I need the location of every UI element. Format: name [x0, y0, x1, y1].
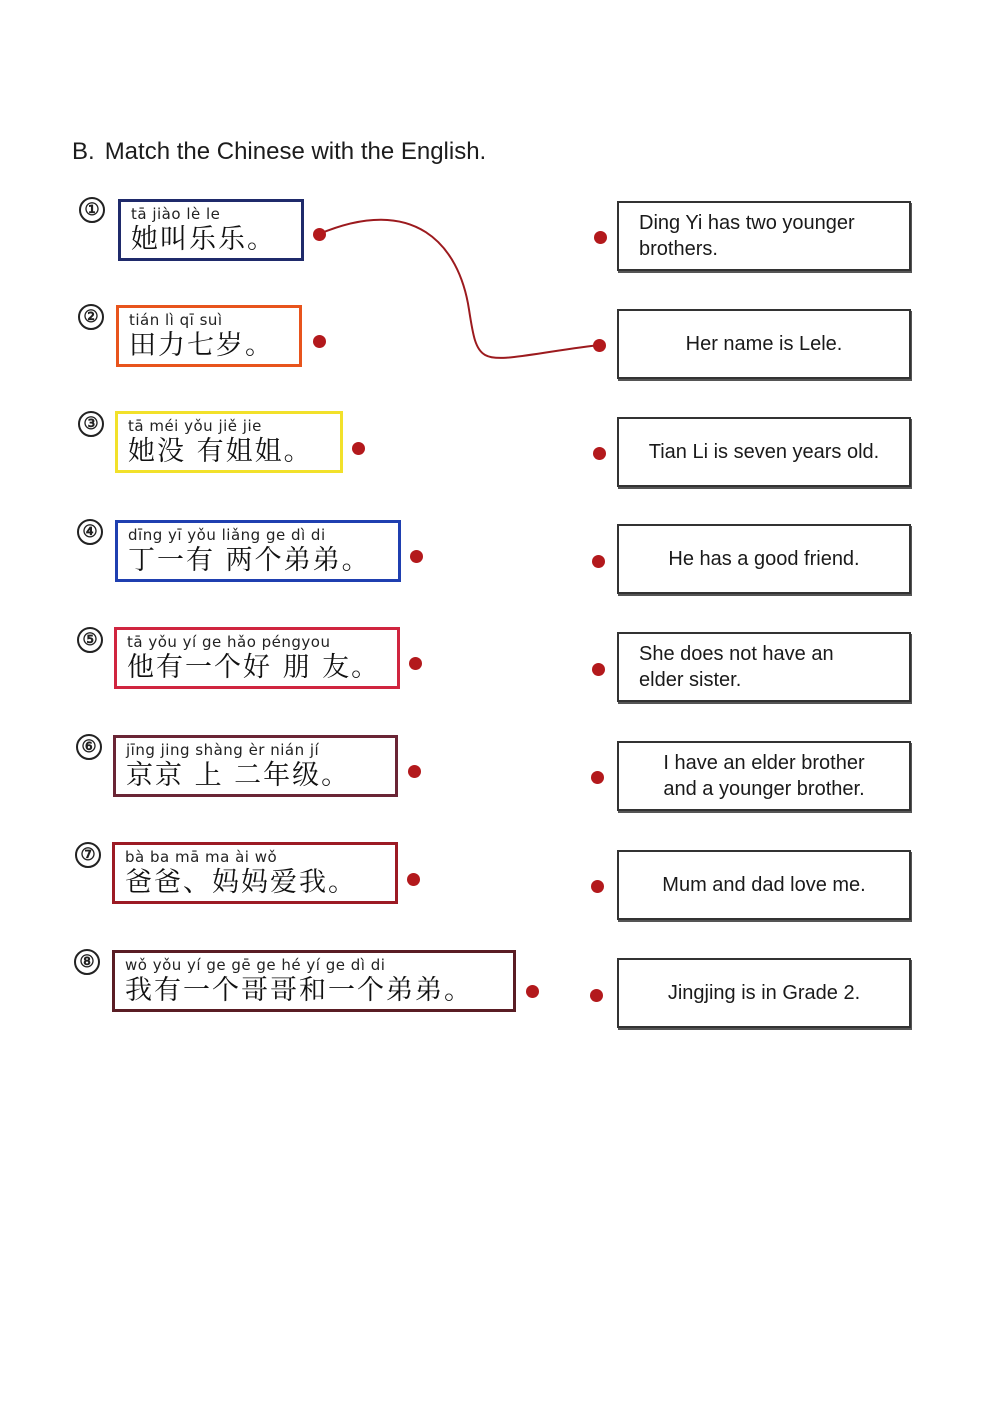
pinyin-text: bà ba mā ma ài wǒ [125, 848, 278, 866]
english-sentence-5[interactable] [617, 632, 911, 702]
pinyin-text: dīng yī yǒu liǎng ge dì di [128, 526, 326, 544]
chinese-match-dot-2[interactable] [313, 335, 326, 348]
pinyin-text: jīng jing shàng èr nián jí [126, 741, 320, 759]
chinese-match-dot-6[interactable] [408, 765, 421, 778]
english-match-dot-6[interactable] [591, 771, 604, 784]
english-sentence-6[interactable] [617, 741, 911, 811]
item-number-1: ① [79, 197, 105, 223]
english-line-2: brothers. [639, 238, 718, 260]
chinese-match-dot-4[interactable] [410, 550, 423, 563]
pinyin-text: tā yǒu yí ge hǎo péngyou [127, 633, 331, 651]
hanzi-text: 田力七岁。 [129, 330, 274, 361]
english-match-dot-4[interactable] [592, 555, 605, 568]
pinyin-text: tā jiào lè le [131, 205, 221, 223]
english-line-1: Jingjing is in Grade 2. [667, 982, 861, 1004]
hanzi-text: 她叫乐乐。 [131, 224, 276, 255]
english-match-dot-5[interactable] [592, 663, 605, 676]
english-match-dot-7[interactable] [591, 880, 604, 893]
chinese-match-dot-7[interactable] [407, 873, 420, 886]
item-number-4: ④ [77, 519, 103, 545]
chinese-sentence-6[interactable] [113, 735, 398, 797]
chinese-match-dot-1[interactable] [313, 228, 326, 241]
english-match-dot-8[interactable] [590, 989, 603, 1002]
item-number-2: ② [78, 304, 104, 330]
item-number-3: ③ [78, 411, 104, 437]
english-match-dot-2[interactable] [593, 339, 606, 352]
english-sentence-7[interactable] [617, 850, 911, 920]
chinese-sentence-5[interactable] [114, 627, 400, 689]
chinese-sentence-7[interactable] [112, 842, 398, 904]
hanzi-text: 他有一个好 朋 友。 [127, 652, 381, 683]
item-number-7: ⑦ [75, 842, 101, 868]
chinese-match-dot-5[interactable] [409, 657, 422, 670]
english-line-1: He has a good friend. [668, 548, 860, 570]
hanzi-text: 京京 上 二年级。 [126, 760, 351, 791]
english-sentence-2[interactable] [617, 309, 911, 379]
chinese-match-dot-8[interactable] [526, 985, 539, 998]
english-sentence-4[interactable] [617, 524, 911, 594]
english-line-1: Mum and dad love me. [662, 874, 866, 896]
english-match-dot-3[interactable] [593, 447, 606, 460]
english-match-dot-1[interactable] [594, 231, 607, 244]
match-line-1-to-2 [319, 220, 599, 358]
english-sentence-8[interactable] [617, 958, 911, 1028]
english-line-1: I have an elder brother [663, 752, 865, 774]
item-number-6: ⑥ [76, 734, 102, 760]
section-letter: B. [72, 138, 95, 165]
english-sentence-1[interactable] [617, 201, 911, 271]
item-number-5: ⑤ [77, 627, 103, 653]
hanzi-text: 我有一个哥哥和一个弟弟。 [125, 975, 473, 1006]
pinyin-text: wǒ yǒu yí ge gē ge hé yí ge dì di [125, 956, 386, 974]
hanzi-text: 她没 有姐姐。 [128, 436, 313, 467]
english-line-1: Ding Yi has two younger [639, 212, 855, 234]
chinese-sentence-1[interactable] [118, 199, 304, 261]
english-line-1: Her name is Lele. [685, 333, 843, 355]
item-number-8: ⑧ [74, 949, 100, 975]
chinese-sentence-3[interactable] [115, 411, 343, 473]
english-line-1: She does not have an [639, 643, 834, 665]
hanzi-text: 丁一有 两个弟弟。 [128, 545, 371, 576]
chinese-sentence-2[interactable] [116, 305, 302, 367]
english-line-2: elder sister. [639, 669, 742, 691]
english-line-1: Tian Li is seven years old. [648, 441, 880, 463]
chinese-sentence-4[interactable] [115, 520, 401, 582]
pinyin-text: tián lì qī suì [129, 311, 223, 329]
pinyin-text: tā méi yǒu jiě jie [128, 417, 262, 435]
instruction-text: Match the Chinese with the English. [104, 138, 487, 165]
english-sentence-3[interactable] [617, 417, 911, 487]
chinese-sentence-8[interactable] [112, 950, 516, 1012]
chinese-match-dot-3[interactable] [352, 442, 365, 455]
hanzi-text: 爸爸、妈妈爱我。 [125, 867, 357, 898]
english-line-2: and a younger brother. [663, 778, 865, 800]
